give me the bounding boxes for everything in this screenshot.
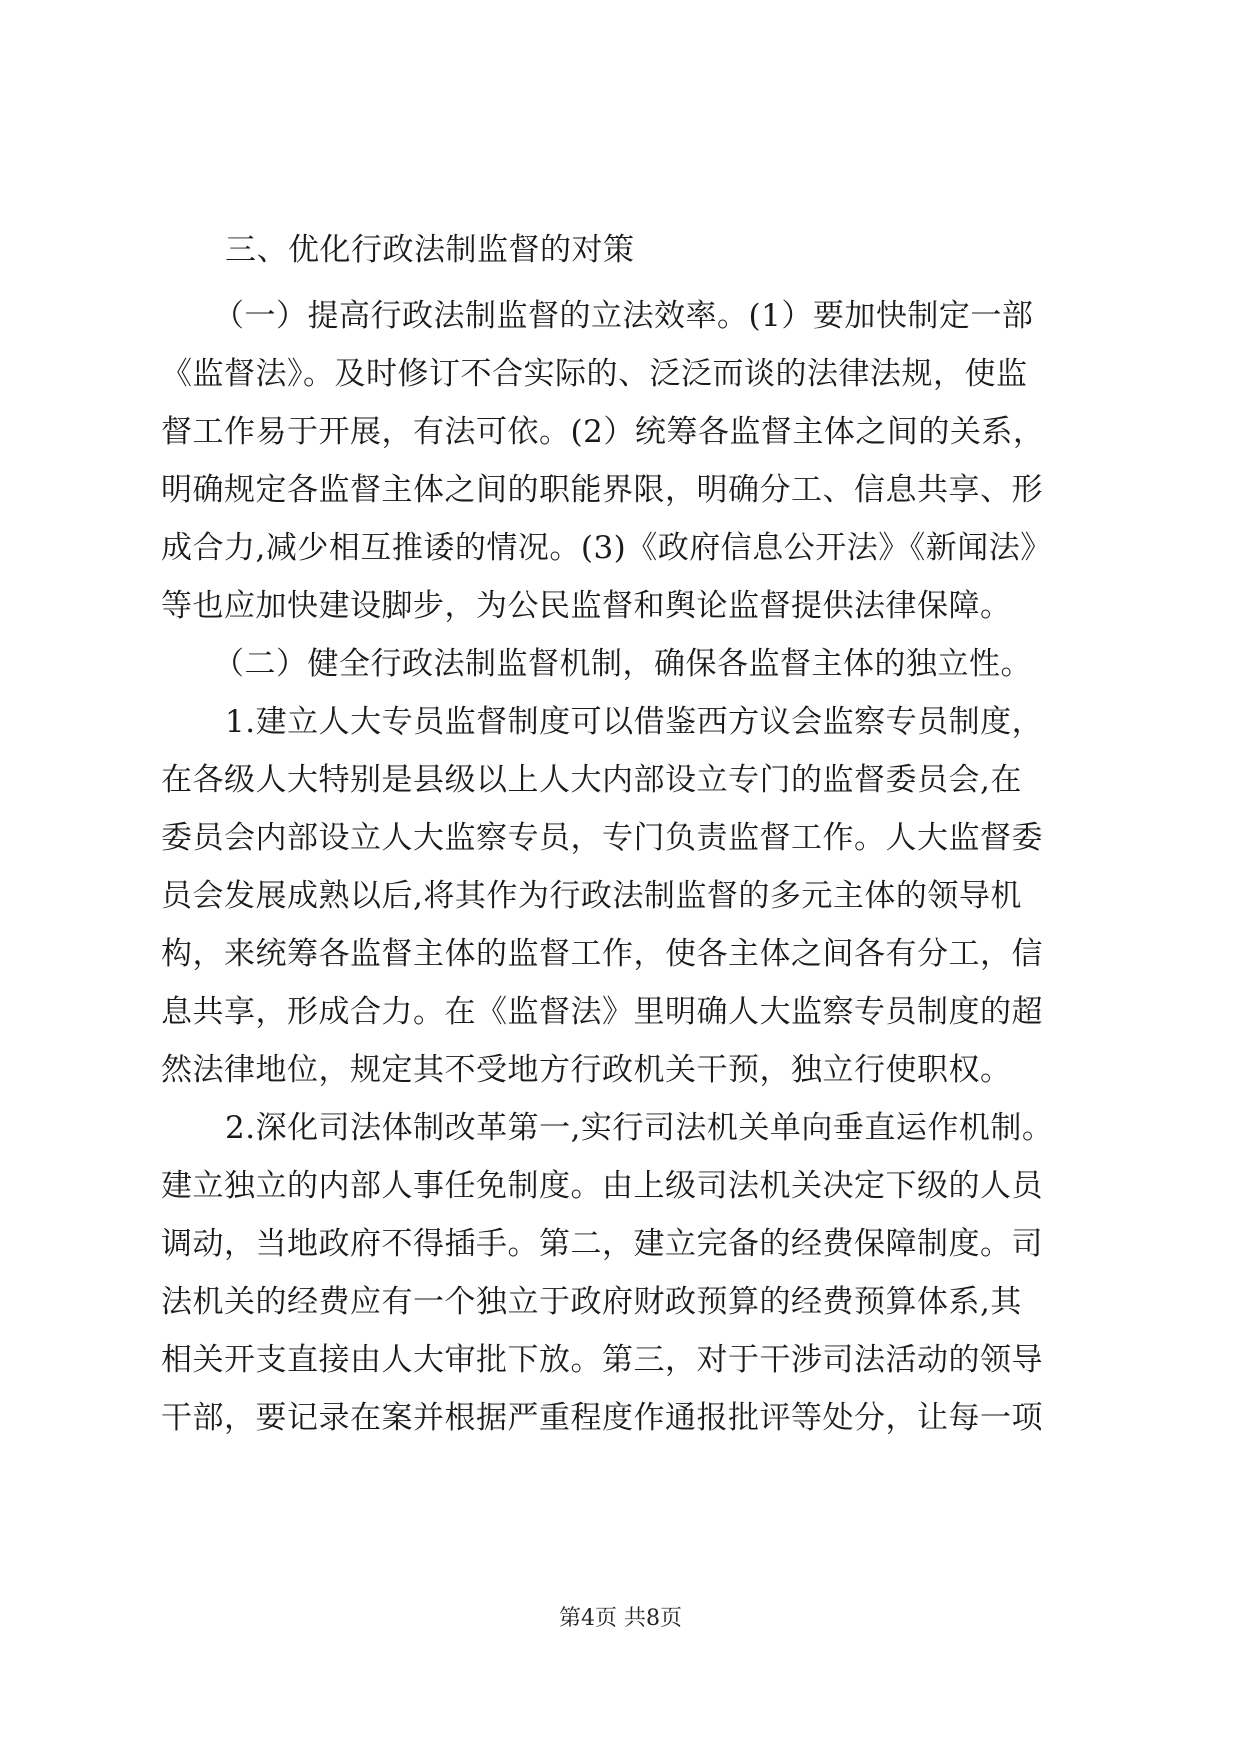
paragraph-line: 督工作易于开展，有法可依。(2）统筹各监督主体之间的关系， xyxy=(161,414,1045,450)
paragraph-line: 委员会内部设立人大监察专员，专门负责监督工作。人大监督委 xyxy=(161,820,1043,856)
paragraph-line: 《监督法》。及时修订不合实际的、泛泛而谈的法律法规，使监 xyxy=(161,356,1028,392)
paragraph-line: 构，来统筹各监督主体的监督工作，使各主体之间各有分工，信 xyxy=(161,936,1043,972)
paragraph-line: 1.建立人大专员监督制度可以借鉴西方议会监察专员制度， xyxy=(225,704,1044,740)
paragraph-line: 法机关的经费应有一个独立于政府财政预算的经费预算体系,其 xyxy=(161,1284,1022,1320)
paragraph-line: 建立独立的内部人事任免制度。由上级司法机关决定下级的人员 xyxy=(161,1168,1043,1204)
subsection-heading: （二）健全行政法制监督机制，确保各监督主体的独立性。 xyxy=(213,646,1032,682)
paragraph-line: 在各级人大特别是县级以上人大内部设立专门的监督委员会,在 xyxy=(161,762,1022,798)
paragraph-line: 干部，要记录在案并根据严重程度作通报批评等处分，让每一项 xyxy=(161,1400,1043,1436)
paragraph-line: 相关开支直接由人大审批下放。第三，对于干涉司法活动的领导 xyxy=(161,1342,1043,1378)
paragraph-line: 成合力,减少相互推诿的情况。(3)《政府信息公开法》《新闻法》 xyxy=(161,530,1052,566)
paragraph-line: 息共享，形成合力。在《监督法》里明确人大监察专员制度的超 xyxy=(161,994,1043,1030)
paragraph-line: 2.深化司法体制改革第一,实行司法机关单向垂直运作机制。 xyxy=(225,1110,1054,1146)
section-heading: 三、优化行政法制监督的对策 xyxy=(225,232,635,268)
page-number-footer: 第4页 共8页 xyxy=(559,1606,682,1631)
paragraph-line: 员会发展成熟以后,将其作为行政法制监督的多元主体的领导机 xyxy=(161,878,1022,914)
paragraph-line: 明确规定各监督主体之间的职能界限，明确分工、信息共享、形 xyxy=(161,472,1043,508)
paragraph-line: 等也应加快建设脚步，为公民监督和舆论监督提供法律保障。 xyxy=(161,588,1012,624)
paragraph-line: （一）提高行政法制监督的立法效率。(1）要加快制定一部 xyxy=(213,298,1034,334)
paragraph-line: 调动，当地政府不得插手。第二，建立完备的经费保障制度。司 xyxy=(161,1226,1043,1262)
paragraph-line: 然法律地位，规定其不受地方行政机关干预，独立行使职权。 xyxy=(161,1052,1012,1088)
